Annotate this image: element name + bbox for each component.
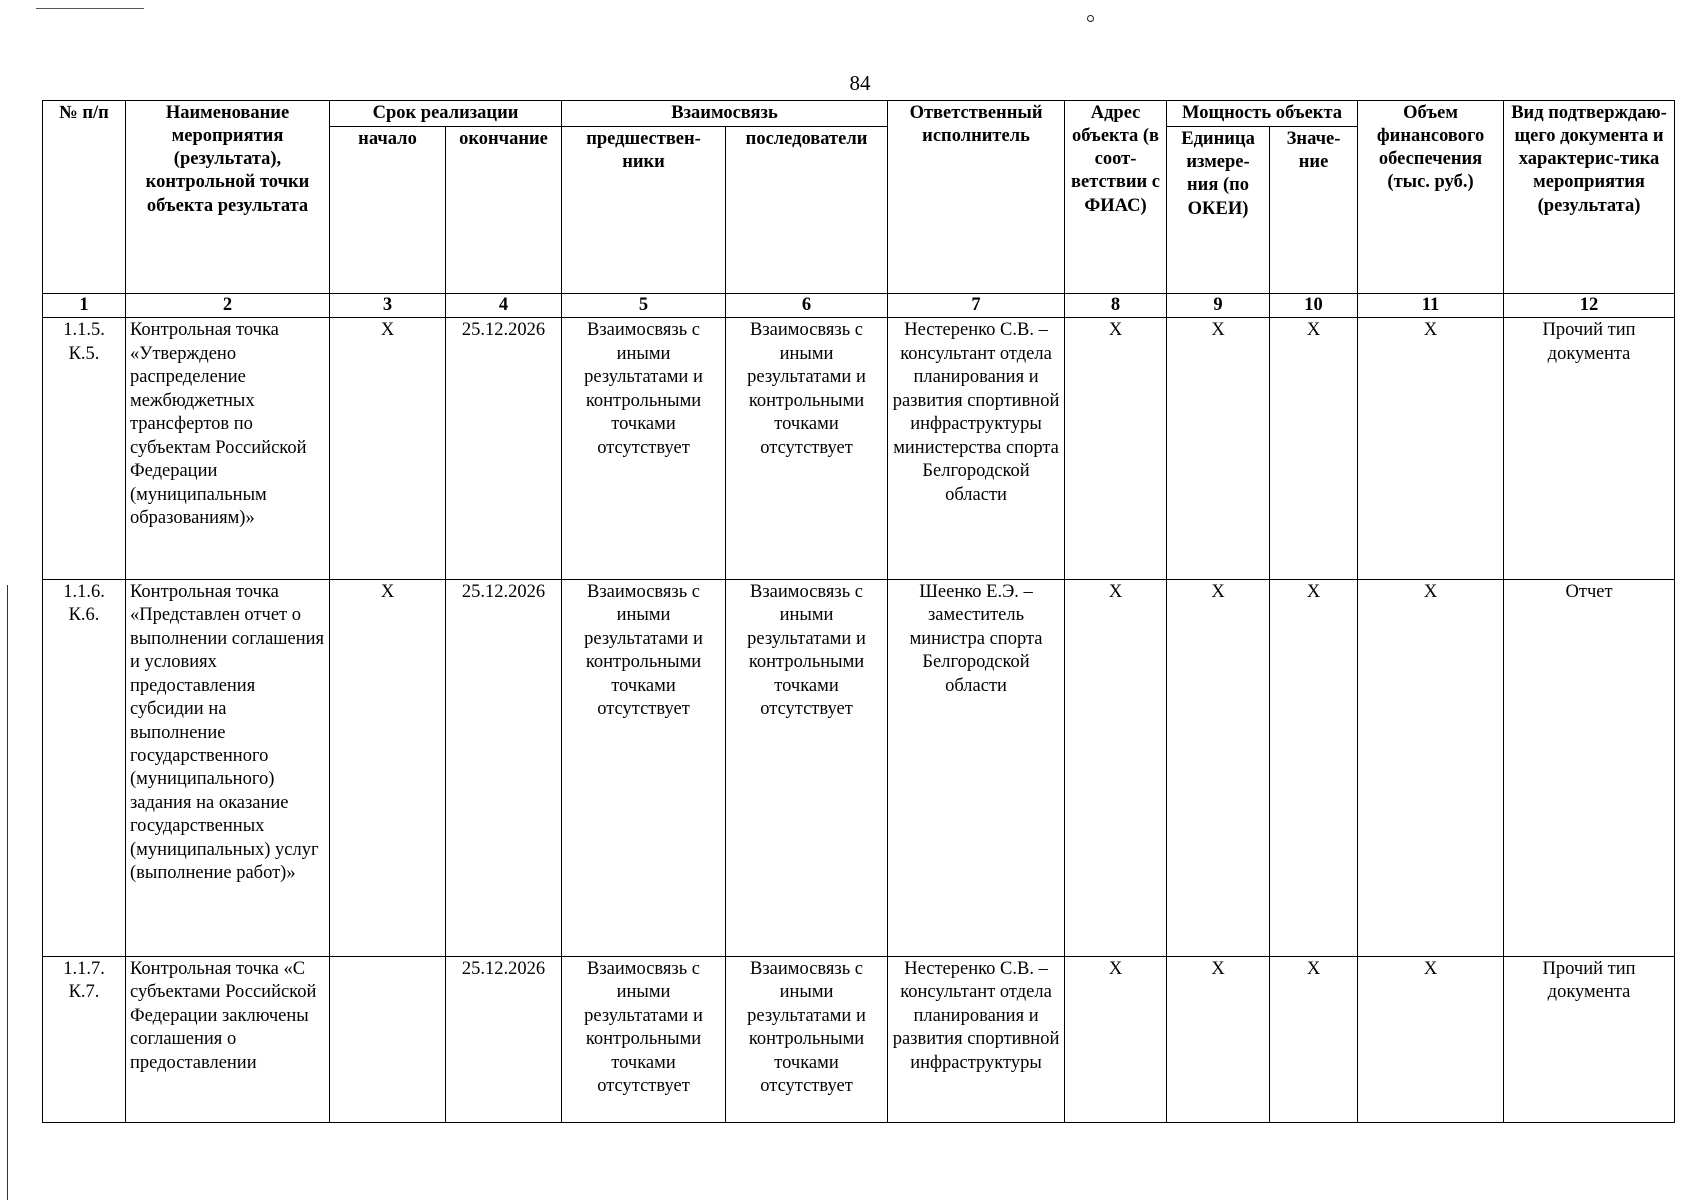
row-end: 25.12.2026 [446,956,562,1122]
row-finance: X [1358,956,1504,1122]
row-start [330,956,446,1122]
header-srok-start: начало [330,127,446,294]
header-links-next: последователи [726,127,888,294]
column-number: 9 [1167,294,1270,318]
header-finance: Объем финансового обеспечения (тыс. руб.) [1358,101,1504,294]
column-number: 3 [330,294,446,318]
row-address: X [1065,579,1167,956]
column-number-row [43,294,1675,318]
row-end: 25.12.2026 [446,318,562,579]
row-unit: X [1167,318,1270,579]
row-successors: Взаимосвязь с иными результатами и контрольными точками отсутствует [726,956,888,1122]
header-address: Адрес объекта (в соот-ветствии с ФИАС) [1065,101,1167,294]
table-row [43,318,1675,579]
header-links: Взаимосвязь [562,101,888,127]
column-number: 4 [446,294,562,318]
row-executor: Шеенко Е.Э. – заместитель министра спорта Белгородской области [888,579,1065,956]
row-doc-type: Отчет [1504,579,1675,956]
plan-table [42,100,1675,1123]
row-executor: Нестеренко С.В. – консультант отдела планирования и развития спортивной инфраструктуры [888,956,1065,1122]
row-value: X [1270,956,1358,1122]
row-unit: X [1167,579,1270,956]
row-doc-type: Прочий тип документа [1504,956,1675,1122]
row-finance: X [1358,318,1504,579]
column-number: 12 [1504,294,1675,318]
column-number: 2 [126,294,330,318]
row-number: 1.1.7. К.7. [43,956,126,1122]
row-address: X [1065,956,1167,1122]
top-rule [36,8,144,9]
row-number: 1.1.5. К.5. [43,318,126,579]
row-doc-type: Прочий тип документа [1504,318,1675,579]
header-links-prev: предшествен-ники [562,127,726,294]
row-number: 1.1.6. К.6. [43,579,126,956]
column-number: 11 [1358,294,1504,318]
row-start: X [330,318,446,579]
header-capacity: Мощность объекта [1167,101,1358,127]
column-number: 6 [726,294,888,318]
row-successors: Взаимосвязь с иными результатами и контрольными точками отсутствует [726,579,888,956]
row-successors: Взаимосвязь с иными результатами и контрольными точками отсутствует [726,318,888,579]
column-number: 10 [1270,294,1358,318]
column-number: 8 [1065,294,1167,318]
row-address: X [1065,318,1167,579]
header-srok: Срок реализации [330,101,562,127]
scan-mark [1087,15,1094,22]
row-finance: X [1358,579,1504,956]
table-row [43,579,1675,956]
row-name: Контрольная точка «С субъектами Российской Федерации заключены соглашения о предоставлении [126,956,330,1122]
column-number: 7 [888,294,1065,318]
header-executor: Ответственный исполнитель [888,101,1065,294]
row-unit: X [1167,956,1270,1122]
row-end: 25.12.2026 [446,579,562,956]
row-name: Контрольная точка «Утверждено распределение межбюджетных трансфертов по субъектам Российской Федерации (муниципальным образованиям)» [126,318,330,579]
row-value: X [1270,318,1358,579]
header-capacity-value: Значе-ние [1270,127,1358,294]
header-doc: Вид подтверждаю-щего документа и характерис-тика мероприятия (результата) [1504,101,1675,294]
row-predecessors: Взаимосвязь с иными результатами и контрольными точками отсутствует [562,956,726,1122]
header-name: Наименование мероприятия (результата), контрольной точки объекта результата [126,101,330,294]
row-predecessors: Взаимосвязь с иными результатами и контрольными точками отсутствует [562,579,726,956]
row-predecessors: Взаимосвязь с иными результатами и контрольными точками отсутствует [562,318,726,579]
table-row [43,956,1675,1122]
row-value: X [1270,579,1358,956]
header-num: № п/п [43,101,126,294]
row-start: X [330,579,446,956]
margin-line [7,585,8,1200]
header-capacity-unit: Единица измере-ния (по ОКЕИ) [1167,127,1270,294]
row-name: Контрольная точка «Представлен отчет о выполнении соглашения и условиях предоставления субсидии на выполнение государственного (муниципального) задания на оказание государственных (муниципальных) услуг (выполнение работ)» [126,579,330,956]
header-srok-end: окончание [446,127,562,294]
row-executor: Нестеренко С.В. – консультант отдела планирования и развития спортивной инфраструктуры министерства спорта Белгородской области [888,318,1065,579]
column-number: 1 [43,294,126,318]
column-number: 5 [562,294,726,318]
page-number: 84 [849,71,871,95]
